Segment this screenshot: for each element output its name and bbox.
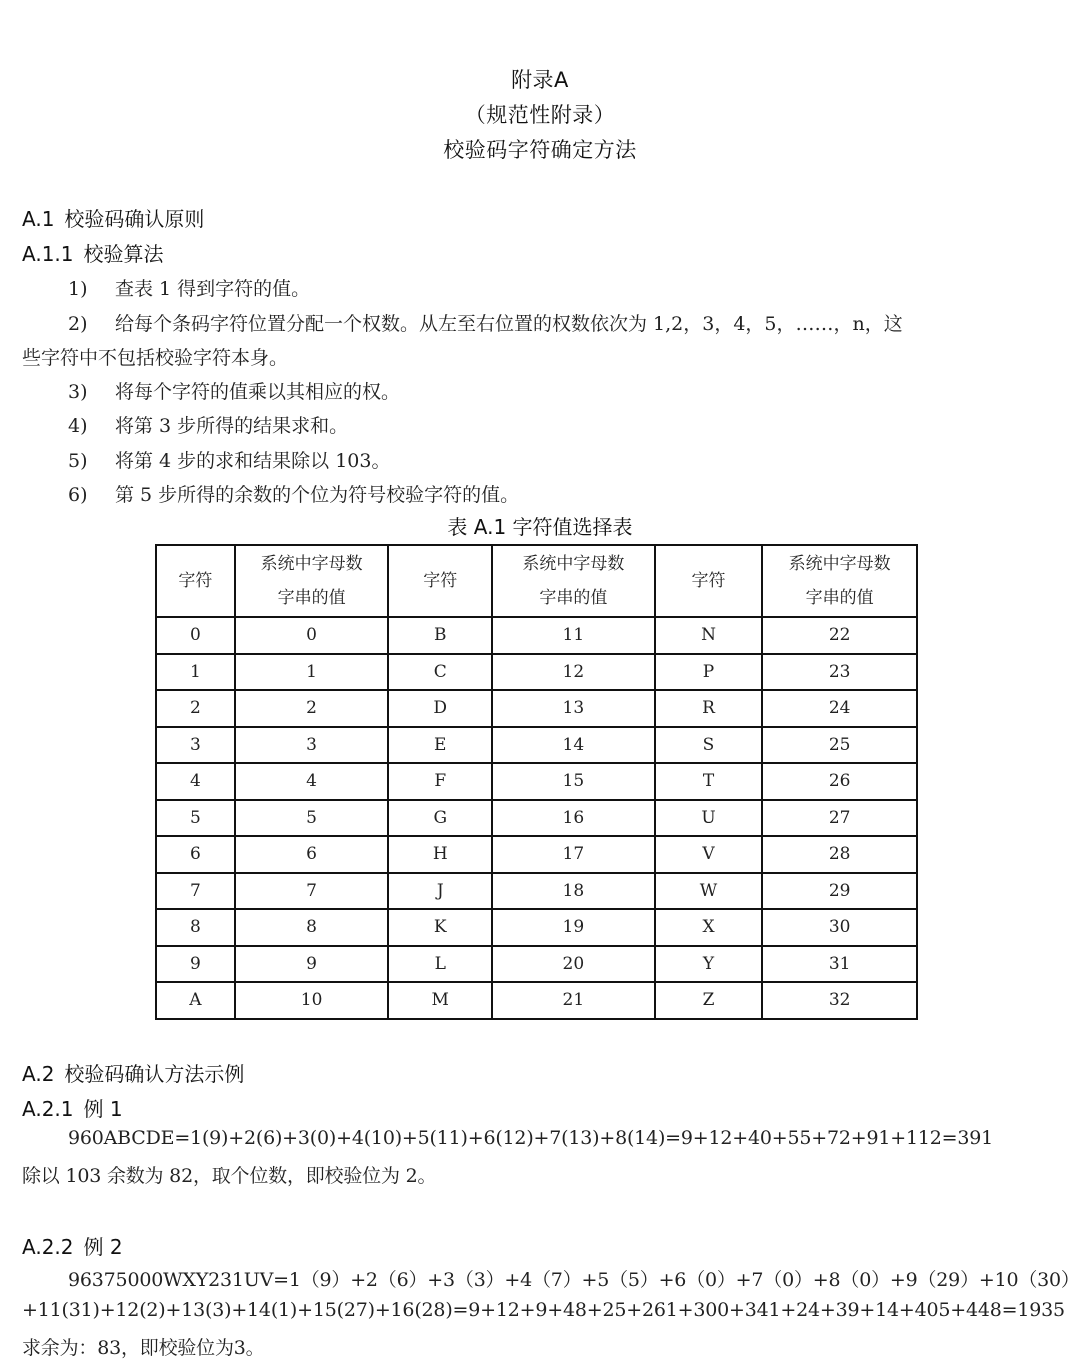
table-row: [156, 836, 917, 873]
example2-heading: [22, 1231, 123, 1260]
table-row: [156, 690, 917, 727]
header-value-line1: 系统中字母数: [788, 554, 891, 574]
example2-result: 求余为：83，即校验位为3。: [22, 1337, 265, 1359]
cell-value: 22: [762, 617, 917, 654]
cell-character: 0: [156, 617, 235, 654]
cell-value: 15: [492, 763, 655, 800]
algorithm-step: [68, 480, 519, 507]
table-row: [156, 946, 917, 983]
cell-value: 17: [492, 836, 655, 873]
algorithm-step: [68, 309, 903, 336]
cell-value: 10: [235, 982, 389, 1019]
cell-value: 16: [492, 800, 655, 837]
section-a1-heading: [22, 203, 204, 232]
cell-value: 2: [235, 690, 389, 727]
step-index: 2): [68, 313, 88, 335]
algorithm-step: [68, 377, 400, 404]
table-caption: 表 A.1 字符值选择表: [447, 515, 633, 539]
algorithm-step: [68, 446, 390, 473]
cell-value: 1: [235, 654, 389, 691]
step-text: 将第 3 步所得的结果求和。: [115, 415, 349, 437]
section-title: 校验码确认原则: [64, 207, 205, 231]
cell-character: T: [655, 763, 763, 800]
section-number: A.2: [22, 1062, 55, 1086]
cell-value: 4: [235, 763, 389, 800]
cell-value: 7: [235, 873, 389, 910]
cell-character: P: [655, 654, 763, 691]
table-header-row: [156, 545, 917, 617]
cell-value: 14: [492, 727, 655, 764]
header-value-line1: 系统中字母数: [260, 554, 363, 574]
table-row: [156, 873, 917, 910]
cell-value: 29: [762, 873, 917, 910]
appendix-subtitle: （规范性附录）: [464, 103, 616, 127]
header-value-line2: 字串的值: [539, 588, 608, 608]
cell-value: 26: [762, 763, 917, 800]
section-title: 校验码确认方法示例: [64, 1062, 245, 1086]
cell-character: U: [655, 800, 763, 837]
example1-heading: [22, 1093, 123, 1122]
table-row: [156, 982, 917, 1019]
cell-value: 5: [235, 800, 389, 837]
example2-formula-line1: 96375000WXY231UV=1（9）+2（6）+3（3）+4（7）+5（5）+6（0）+7（0）+8（0）+9（29）+10（30）: [68, 1269, 1080, 1291]
cell-character: 6: [156, 836, 235, 873]
cell-character: 2: [156, 690, 235, 727]
cell-character: B: [388, 617, 492, 654]
cell-character: X: [655, 909, 763, 946]
cell-character: G: [388, 800, 492, 837]
character-value-table: [155, 544, 918, 1020]
cell-character: A: [156, 982, 235, 1019]
cell-character: 5: [156, 800, 235, 837]
cell-character: Z: [655, 982, 763, 1019]
cell-value: 30: [762, 909, 917, 946]
header-value-line2: 字串的值: [277, 588, 346, 608]
table-row: [156, 727, 917, 764]
cell-value: 18: [492, 873, 655, 910]
example1-formula: 960ABCDE=1(9)+2(6)+3(0)+4(10)+5(11)+6(12)+7(13)+8(14)=9+12+40+55+72+91+112=391: [68, 1127, 994, 1149]
step-index: 4): [68, 415, 88, 437]
cell-character: 1: [156, 654, 235, 691]
step-text: 给每个条码字符位置分配一个权数。从左至右位置的权数依次为 1,2，3，4，5，……，n，这: [115, 313, 903, 335]
step-index: 5): [68, 450, 88, 472]
cell-value: 27: [762, 800, 917, 837]
step-text: 将每个字符的值乘以其相应的权。: [115, 381, 401, 403]
cell-value: 11: [492, 617, 655, 654]
cell-character: D: [388, 690, 492, 727]
cell-value: 20: [492, 946, 655, 983]
step-index: 3): [68, 381, 88, 403]
table-row: [156, 763, 917, 800]
step-text: 第 5 步所得的余数的个位为符号校验字符的值。: [115, 484, 520, 506]
section-number: A.1: [22, 207, 55, 231]
header-value-line2: 字串的值: [805, 588, 874, 608]
section-number: A.1.1: [22, 242, 74, 266]
example1-result: 除以 103 余数为 82，取个位数，即校验位为 2。: [22, 1165, 437, 1187]
example-number: A.2.2: [22, 1235, 74, 1259]
table-row: [156, 617, 917, 654]
algorithm-step: [68, 274, 310, 301]
header-value: [762, 545, 917, 617]
cell-character: L: [388, 946, 492, 983]
cell-character: 9: [156, 946, 235, 983]
appendix-title: 附录A: [511, 68, 569, 92]
step-text: 查表 1 得到字符的值。: [115, 278, 311, 300]
algorithm-step: [68, 411, 348, 438]
table-row: [156, 654, 917, 691]
cell-value: 28: [762, 836, 917, 873]
section-a11-heading: [22, 238, 164, 267]
cell-character: 8: [156, 909, 235, 946]
step-index: 1): [68, 278, 88, 300]
cell-value: 19: [492, 909, 655, 946]
cell-character: F: [388, 763, 492, 800]
header-char: 字符: [655, 545, 763, 617]
table-row: [156, 800, 917, 837]
section-a2-heading: [22, 1058, 244, 1087]
example-title: 例 1: [83, 1097, 123, 1121]
cell-value: 21: [492, 982, 655, 1019]
cell-value: 9: [235, 946, 389, 983]
example-title: 例 2: [83, 1235, 123, 1259]
cell-character: R: [655, 690, 763, 727]
cell-value: 32: [762, 982, 917, 1019]
cell-value: 24: [762, 690, 917, 727]
cell-value: 12: [492, 654, 655, 691]
cell-value: 25: [762, 727, 917, 764]
example-number: A.2.1: [22, 1097, 74, 1121]
cell-value: 8: [235, 909, 389, 946]
example2-formula-line2: +11(31)+12(2)+13(3)+14(1)+15(27)+16(28)=9+12+9+48+25+261+300+341+24+39+14+405+448=1935: [22, 1299, 1065, 1321]
cell-value: 0: [235, 617, 389, 654]
header-value-line1: 系统中字母数: [522, 554, 625, 574]
section-title: 校验算法: [83, 242, 164, 266]
header-char: 字符: [388, 545, 492, 617]
cell-character: M: [388, 982, 492, 1019]
cell-character: W: [655, 873, 763, 910]
cell-character: N: [655, 617, 763, 654]
cell-character: C: [388, 654, 492, 691]
header-value: [235, 545, 389, 617]
step-index: 6): [68, 484, 88, 506]
step-continuation: 些字符中不包括校验字符本身。: [22, 347, 289, 369]
cell-value: 23: [762, 654, 917, 691]
cell-character: K: [388, 909, 492, 946]
cell-character: 7: [156, 873, 235, 910]
appendix-heading: 校验码字符确定方法: [443, 138, 637, 162]
header-char: 字符: [156, 545, 235, 617]
cell-character: Y: [655, 946, 763, 983]
cell-value: 31: [762, 946, 917, 983]
cell-value: 6: [235, 836, 389, 873]
table-body: [156, 617, 917, 1019]
cell-character: J: [388, 873, 492, 910]
cell-character: 4: [156, 763, 235, 800]
header-value: [492, 545, 655, 617]
cell-value: 3: [235, 727, 389, 764]
cell-character: S: [655, 727, 763, 764]
cell-value: 13: [492, 690, 655, 727]
cell-character: V: [655, 836, 763, 873]
cell-character: 3: [156, 727, 235, 764]
step-text: 将第 4 步的求和结果除以 103。: [115, 450, 391, 472]
table-row: [156, 909, 917, 946]
cell-character: H: [388, 836, 492, 873]
cell-character: E: [388, 727, 492, 764]
